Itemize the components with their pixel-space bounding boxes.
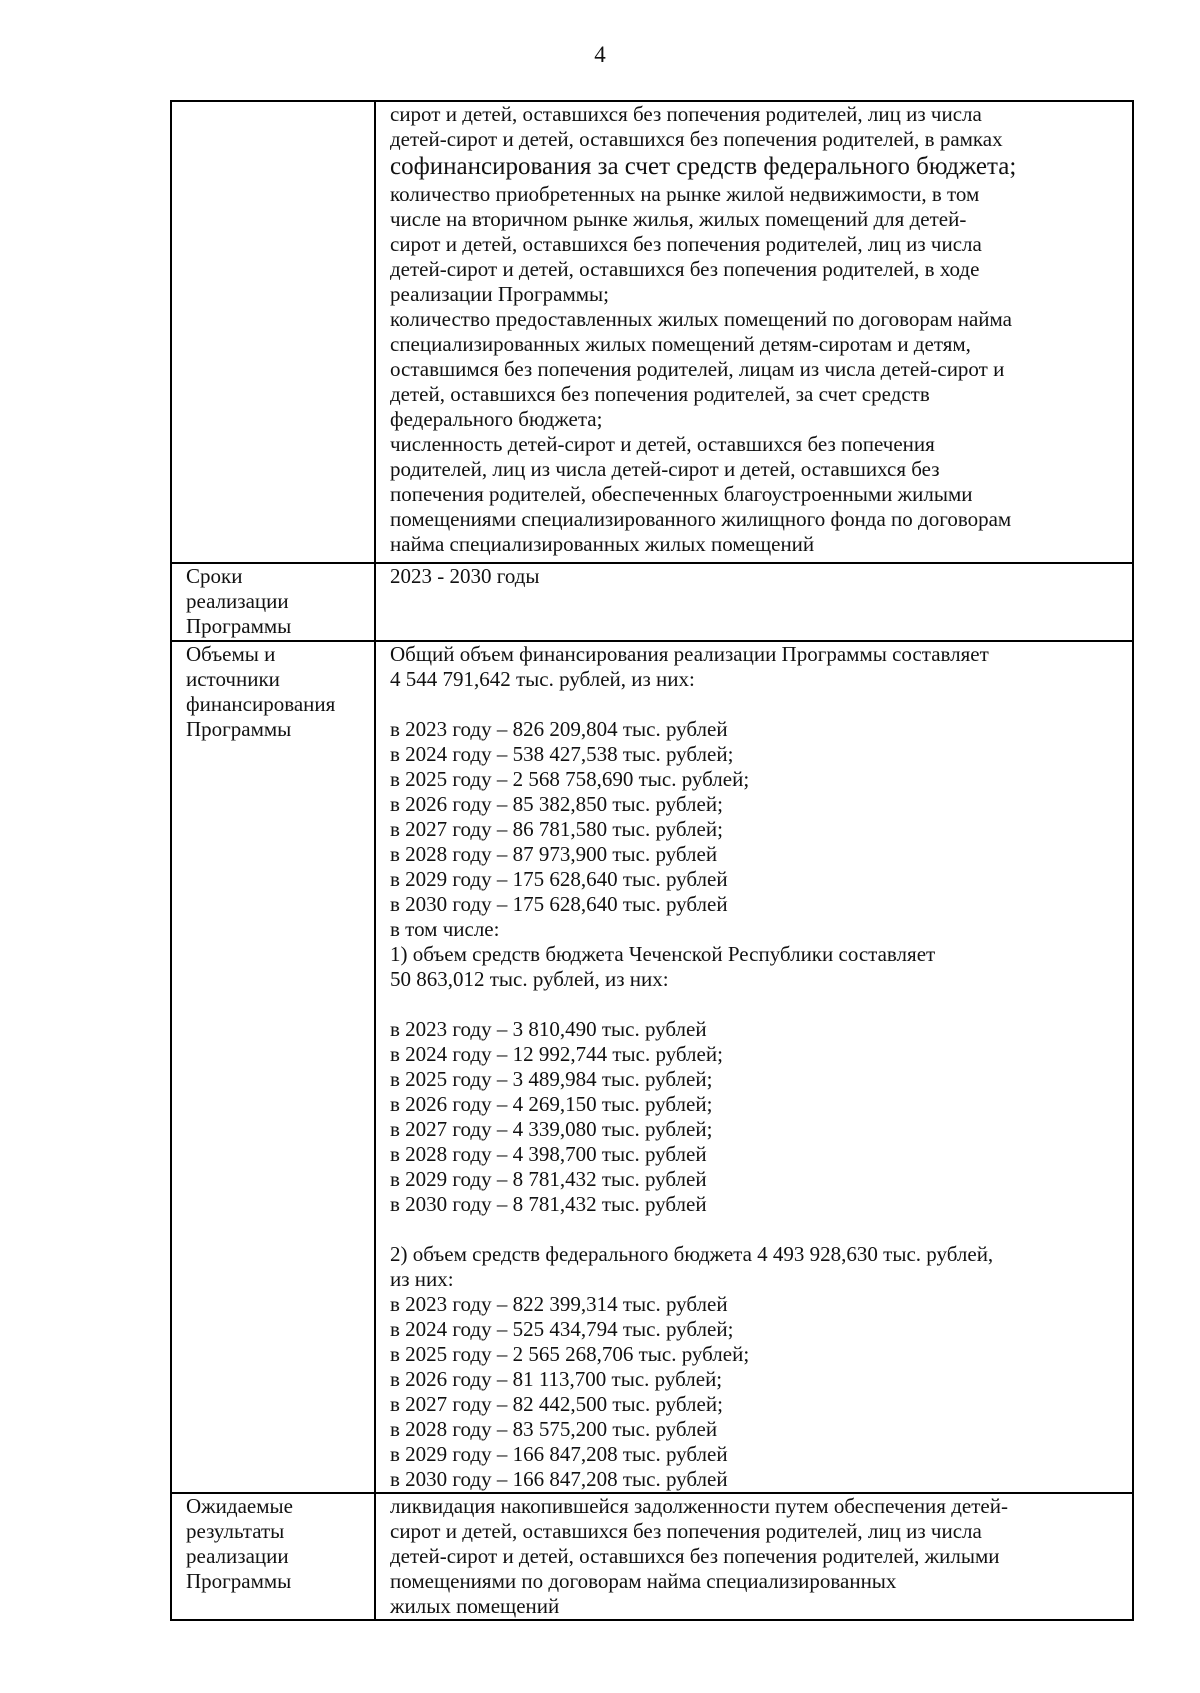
row-label-line: реализации [186, 589, 289, 613]
row-content-line: в том числе: [390, 917, 500, 941]
row-content-line: в 2024 году – 12 992,744 тыс. рублей; [390, 1042, 723, 1066]
row-content-line: в 2026 году – 81 113,700 тыс. рублей; [390, 1367, 723, 1391]
row-label-cell [171, 641, 375, 1493]
row-content-line: в 2027 году – 86 781,580 тыс. рублей; [390, 817, 723, 841]
row-content-line: в 2027 году – 82 442,500 тыс. рублей; [390, 1392, 723, 1416]
row-content-line: в 2030 году – 8 781,432 тыс. рублей [390, 1192, 707, 1216]
row-label-cell [171, 101, 375, 563]
row-content-line: детей-сирот и детей, оставшихся без попечения родителей, в рамках [390, 127, 1003, 151]
row-label-cell [171, 563, 375, 641]
row-content-line: в 2027 году – 4 339,080 тыс. рублей; [390, 1117, 713, 1141]
row-content-line: количество приобретенных на рынке жилой недвижимости, в том [390, 182, 980, 206]
row-content-line: ликвидация накопившейся задолженности путем обеспечения детей- [390, 1494, 1008, 1518]
row-content-line: в 2026 году – 85 382,850 тыс. рублей; [390, 792, 723, 816]
row-content-line: 2) объем средств федерального бюджета 4 493 928,630 тыс. рублей, [390, 1242, 994, 1266]
table-row [171, 641, 1133, 1493]
row-content-line: родителей, лиц из числа детей-сирот и детей, оставшихся без [390, 457, 940, 481]
row-content-line: 50 863,012 тыс. рублей, из них: [390, 967, 669, 991]
page-number: 4 [594, 42, 606, 67]
row-label-line: Ожидаемые [186, 1494, 293, 1518]
row-label-line: источники [186, 667, 280, 691]
row-label-line: Объемы и [186, 642, 276, 666]
row-content-line: 2023 - 2030 годы [390, 564, 540, 588]
row-content-line: 1) объем средств бюджета Чеченской Республики составляет [390, 942, 936, 966]
row-content-line: жилых помещений [390, 1594, 560, 1618]
row-content-line: в 2026 году – 4 269,150 тыс. рублей; [390, 1092, 713, 1116]
row-label-line: Программы [186, 614, 292, 638]
row-content-line: в 2028 году – 87 973,900 тыс. рублей [390, 842, 718, 866]
row-label-line: Программы [186, 1569, 292, 1593]
row-content-line: в 2025 году – 2 568 758,690 тыс. рублей; [390, 767, 750, 791]
row-content-line: в 2023 году – 822 399,314 тыс. рублей [390, 1292, 728, 1316]
row-content-line: попечения родителей, обеспеченных благоустроенными жилыми [390, 482, 973, 506]
row-content-line: детей-сирот и детей, оставшихся без попечения родителей, жилыми [390, 1544, 1000, 1568]
row-content-line: помещениями специализированного жилищного фонда по договорам [390, 507, 1012, 531]
program-passport-table [170, 100, 1134, 1621]
row-content-line: в 2029 году – 166 847,208 тыс. рублей [390, 1442, 728, 1466]
row-label-line: финансирования [186, 692, 336, 716]
row-content-line: сирот и детей, оставшихся без попечения родителей, лиц из числа [390, 102, 982, 126]
row-content-line: в 2028 году – 83 575,200 тыс. рублей [390, 1417, 718, 1441]
row-content-line: софинансирования за счет средств федерального бюджета; [390, 153, 1017, 180]
row-label-line: результаты [186, 1519, 285, 1543]
row-content-line: помещениями по договорам найма специализированных [390, 1569, 897, 1593]
row-content-line: в 2024 году – 525 434,794 тыс. рублей; [390, 1317, 734, 1341]
row-content-line: сирот и детей, оставшихся без попечения родителей, лиц из числа [390, 232, 982, 256]
row-content-line: количество предоставленных жилых помещений по договорам найма [390, 307, 1012, 331]
row-content-line: Общий объем финансирования реализации Программы составляет [390, 642, 989, 666]
row-content-line: федерального бюджета; [390, 407, 603, 431]
blank-line [390, 1217, 1128, 1242]
table-row [171, 1493, 1133, 1620]
table-row [171, 101, 1133, 563]
row-label-cell [171, 1493, 375, 1620]
row-content-line: в 2024 году – 538 427,538 тыс. рублей; [390, 742, 734, 766]
row-content-line: в 2025 году – 3 489,984 тыс. рублей; [390, 1067, 713, 1091]
row-content-cell [375, 101, 1133, 563]
row-content-line: в 2030 году – 175 628,640 тыс. рублей [390, 892, 728, 916]
blank-line [390, 692, 1128, 717]
row-content-line: в 2028 году – 4 398,700 тыс. рублей [390, 1142, 707, 1166]
row-content-line: реализации Программы; [390, 282, 610, 306]
row-content-line: в 2030 году – 166 847,208 тыс. рублей [390, 1467, 728, 1491]
row-content-line: 4 544 791,642 тыс. рублей, из них: [390, 667, 695, 691]
blank-line [390, 992, 1128, 1017]
table-row [171, 563, 1133, 641]
row-content-line: найма специализированных жилых помещений [390, 532, 815, 556]
row-content-line: в 2029 году – 175 628,640 тыс. рублей [390, 867, 728, 891]
row-content-line: специализированных жилых помещений детям-сиротам и детям, [390, 332, 971, 356]
row-label-line: реализации [186, 1544, 289, 1568]
row-content-cell [375, 641, 1133, 1493]
row-content-line: в 2025 году – 2 565 268,706 тыс. рублей; [390, 1342, 750, 1366]
row-label-line: Сроки [186, 564, 243, 588]
row-content-line: в 2023 году – 3 810,490 тыс. рублей [390, 1017, 707, 1041]
row-content-line: в 2023 году – 826 209,804 тыс. рублей [390, 717, 728, 741]
row-content-cell [375, 563, 1133, 641]
row-content-cell [375, 1493, 1133, 1620]
row-content-line: детей, оставшихся без попечения родителей, за счет средств [390, 382, 930, 406]
row-content-line: из них: [390, 1267, 454, 1291]
row-label-line: Программы [186, 717, 292, 741]
row-content-line: оставшимся без попечения родителей, лицам из числа детей-сирот и [390, 357, 1005, 381]
row-content-line: сирот и детей, оставшихся без попечения родителей, лиц из числа [390, 1519, 982, 1543]
row-content-line: в 2029 году – 8 781,432 тыс. рублей [390, 1167, 707, 1191]
row-content-line: численность детей-сирот и детей, оставшихся без попечения [390, 432, 935, 456]
row-content-line: детей-сирот и детей, оставшихся без попечения родителей, в ходе [390, 257, 980, 281]
row-content-line: числе на вторичном рынке жилья, жилых помещений для детей- [390, 207, 967, 231]
